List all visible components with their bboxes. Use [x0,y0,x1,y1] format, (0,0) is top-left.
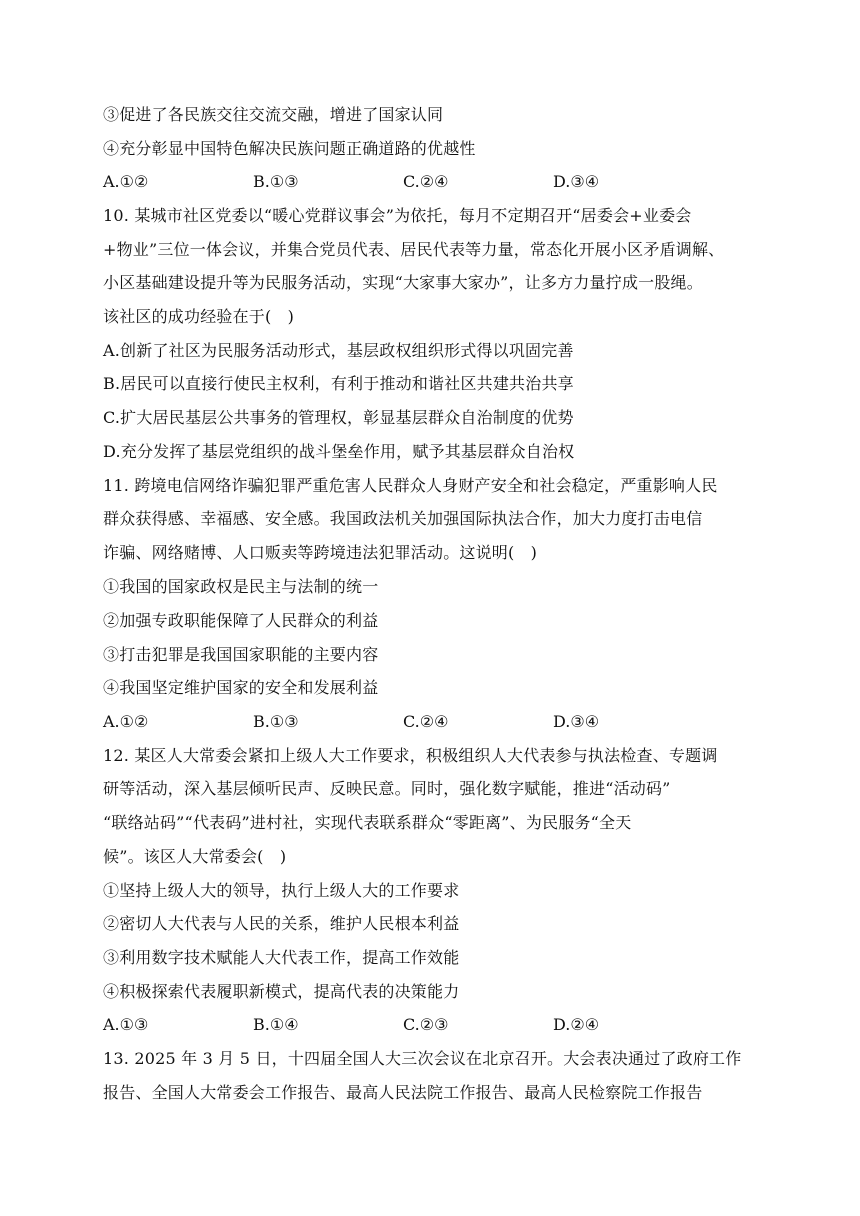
q11-statement-4: ④我国坚定维护国家的安全和发展利益 [103,678,379,697]
q12-stem-line-3: “联络站码”“代表码”进村社，实现代表联系群众“零距离”、为民服务“全天 [103,813,632,832]
q12-option-d: D.②④ [553,1015,600,1034]
q13-stem-line-2: 报告、全国人大常委会工作报告、最高人民法院工作报告、最高人民检察院工作报告 [103,1083,703,1102]
q9-option-c: C.②④ [403,172,449,191]
q10-option-c: C.扩大居民基层公共事务的管理权，彰显基层群众自治制度的优势 [103,408,574,427]
q12-stem-line-4: 候”。该区人大常委会( ) [103,847,287,866]
q12-option-b: B.①④ [253,1015,299,1034]
q12-stem-line-2: 研等活动，深入基层倾听民声、反映民意。同时，强化数字赋能，推进“活动码” [103,779,671,798]
q11-statement-2: ②加强专政职能保障了人民群众的利益 [103,611,379,630]
q11-option-c: C.②④ [403,712,449,731]
q11-statement-1: ①我国的国家政权是民主与法制的统一 [103,577,379,596]
q11-option-a: A.①② [103,712,149,731]
q10-option-b: B.居民可以直接行使民主权利，有利于推动和谐社区共建共治共享 [103,374,574,393]
q11-stem-line-3: 诈骗、网络赌博、人口贩卖等跨境违法犯罪活动。这说明( ) [103,543,538,562]
q9-statement-4: ④充分彰显中国特色解决民族问题正确道路的优越性 [103,139,476,158]
q11-option-b: B.①③ [253,712,299,731]
q12-option-c: C.②③ [403,1015,449,1034]
q11-statement-3: ③打击犯罪是我国国家职能的主要内容 [103,645,379,664]
q9-options [103,171,743,193]
q10-option-a: A.创新了社区为民服务活动形式，基层政权组织形式得以巩固完善 [103,341,574,360]
q12-statement-1: ①坚持上级人大的领导，执行上级人大的工作要求 [103,881,460,900]
q11-stem-line-1: 11. 跨境电信网络诈骗犯罪严重危害人民群众人身财产安全和社会稳定，严重影响人民 [103,476,718,495]
q10-stem-line-1: 10. 某城市社区党委以“暖心党群议事会”为依托，每月不定期召开“居委会+业委会 [103,206,692,225]
q11-stem-line-2: 群众获得感、幸福感、安全感。我国政法机关加强国际执法合作，加大力度打击电信 [103,509,703,528]
q9-statement-3: ③促进了各民族交往交流交融，增进了国家认同 [103,105,444,124]
q12-statement-4: ④积极探索代表履职新模式，提高代表的决策能力 [103,982,460,1001]
q10-stem-line-2: +物业”三位一体会议，并集合党员代表、居民代表等力量，常态化开展小区矛盾调解、 [103,240,725,259]
q9-option-a: A.①② [103,172,149,191]
q10-stem-line-3: 小区基础建设提升等为民服务活动，实现“大家事大家办”，让多方力量拧成一股绳。 [103,273,703,292]
q13-stem-line-1: 13. 2025 年 3 月 5 日，十四届全国人大三次会议在北京召开。大会表决通过了政府工作 [103,1049,742,1068]
q12-statement-2: ②密切人大代表与人民的关系，维护人民根本利益 [103,914,460,933]
q12-statement-3: ③利用数字技术赋能人大代表工作，提高工作效能 [103,948,460,967]
q12-options [103,1014,743,1036]
q11-option-d: D.③④ [553,712,600,731]
q11-options [103,711,743,733]
q10-stem-line-4: 该社区的成功经验在于( ) [103,307,295,326]
q10-option-d: D.充分发挥了基层党组织的战斗堡垒作用，赋予其基层群众自治权 [103,442,575,461]
q9-option-d: D.③④ [553,172,600,191]
q12-stem-line-1: 12. 某区人大常委会紧扣上级人大工作要求，积极组织人大代表参与执法检查、专题调 [103,746,718,765]
q9-option-b: B.①③ [253,172,299,191]
q12-option-a: A.①③ [103,1015,149,1034]
